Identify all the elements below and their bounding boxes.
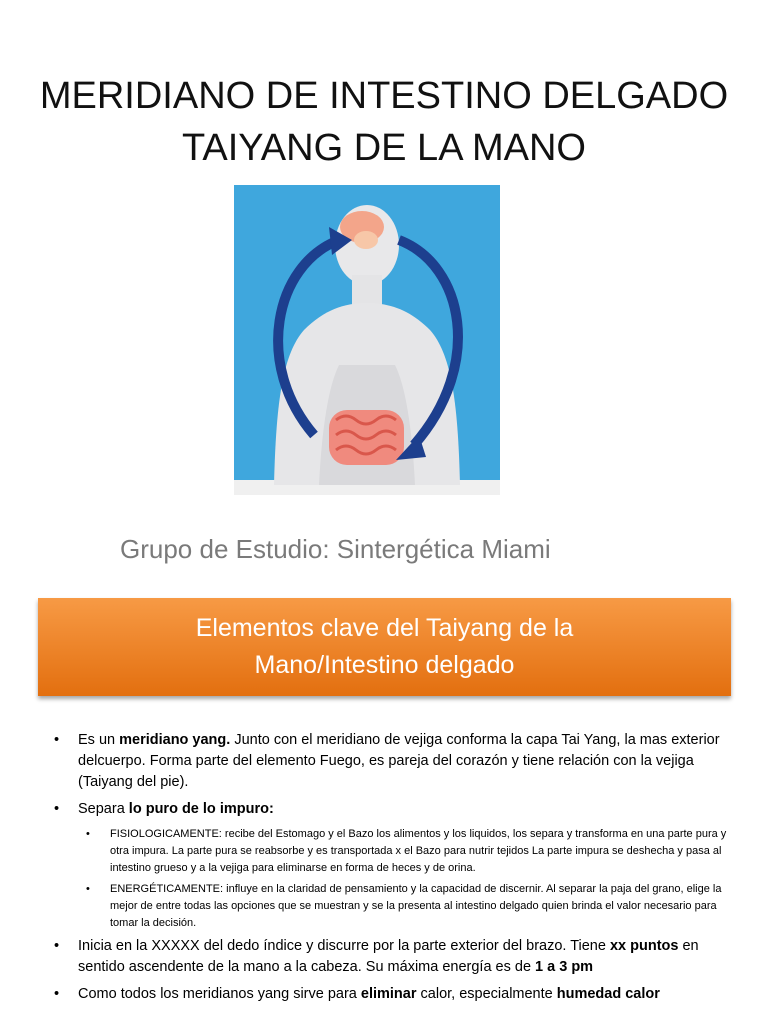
bullet-icon: • [54, 938, 60, 954]
banner-line-1: Elementos clave del Taiyang de la [195, 614, 574, 642]
meridian-body-illustration [234, 185, 500, 495]
banner-line-2: Mano/Intestino delgado [254, 651, 515, 679]
sub-list-item: • ENERGÉTICAMENTE: influye en la claridad de pensamiento y la capacidad de discernir. Al separar la paja del grano, elige la mejor de entre todas las opciones que se muestran y se la presenta al intestino delgado quien brinda el valor necesario para tomar la decisión. [86, 883, 722, 929]
subtitle: Grupo de Estudio: Sintergética Miami [120, 534, 551, 564]
bullet-list [50, 730, 740, 1011]
bullet-icon: • [86, 828, 90, 840]
list-item: • Como todos los meridianos yang sirve para eliminar calor, especialmente humedad calor [50, 984, 740, 1005]
bullet-icon: • [86, 883, 90, 895]
list-item: • Es un meridiano yang. Junto con el meridiano de vejiga conforma la capa Tai Yang, la mas exterior delcuerpo. Forma parte del elemento Fuego, es pareja del corazón y tiene relación con la vejiga (Taiyang del pie). [54, 732, 720, 790]
list-item: • Separa lo puro de lo impuro: [50, 799, 740, 820]
bullet-icon: • [54, 986, 60, 1002]
bullet-icon: • [54, 732, 60, 748]
bullet-icon: • [54, 801, 60, 817]
list-item: • Inicia en la XXXXX del dedo índice y discurre por la parte exterior del brazo. Tiene xx puntos en sentido ascendente de la mano a la cabeza. Su máxima energía es de 1 a 3 pm [54, 938, 699, 975]
page-title [0, 70, 768, 174]
sub-list-item: • FISIOLOGICAMENTE: recibe del Estomago y el Bazo los alimentos y los liquidos, los separa y transforma en una parte pura y otra impura. La parte pura se reabsorbe y es transportada x el Bazo para nutrir tejidos La parte impura se deshecha y pasa al intestino grueso y a la vejiga para eliminarse en forma de heces y de orina. [86, 828, 727, 874]
title-line-1: MERIDIANO DE INTESTINO DELGADO [39, 75, 729, 117]
title-line-2: TAIYANG DE LA MANO [181, 127, 586, 169]
section-banner [38, 598, 731, 696]
